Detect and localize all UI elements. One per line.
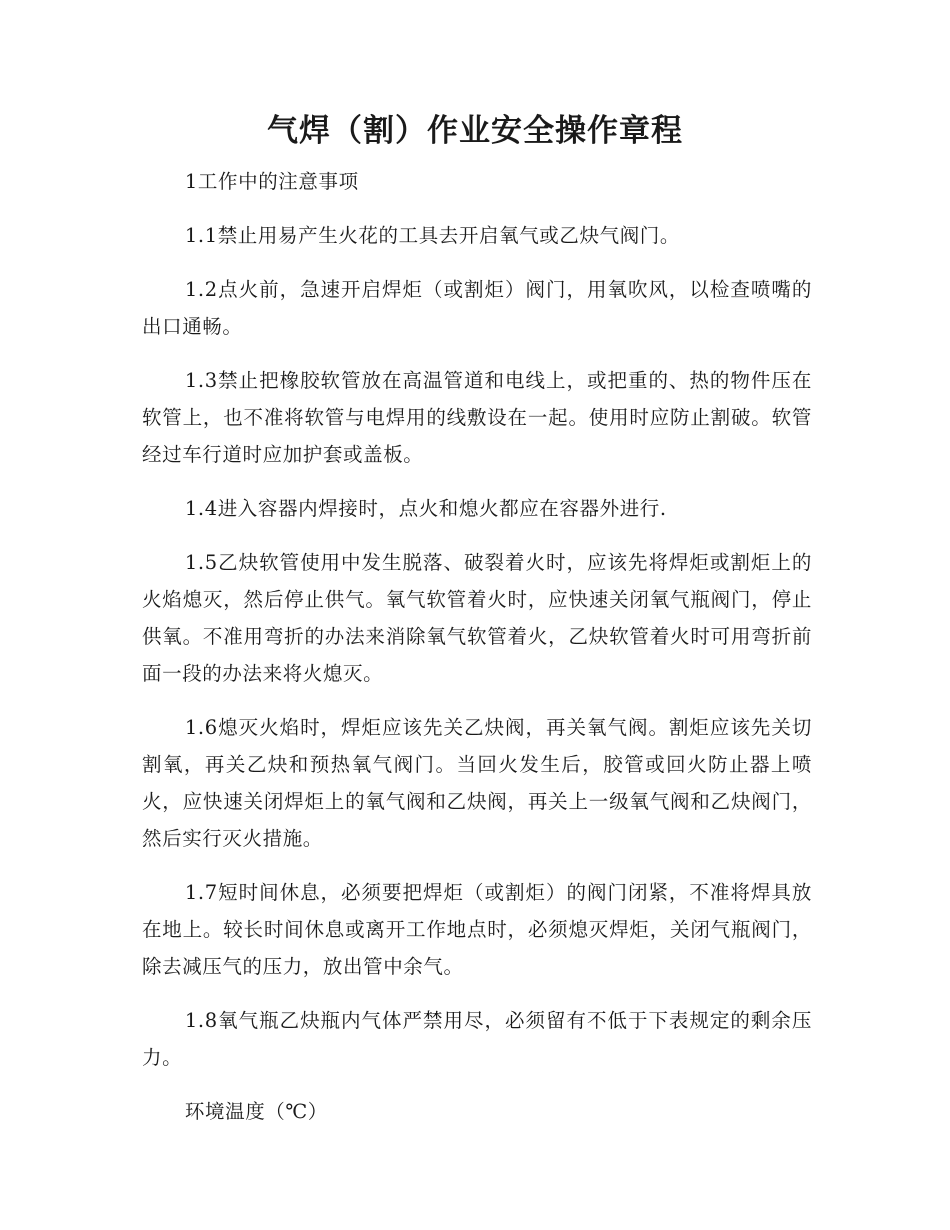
paragraph-1-8: 1.8氧气瓶乙炔瓶内气体严禁用尽，必须留有不低于下表规定的剩余压力。 [142, 1009, 812, 1069]
paragraph-1-7: 1.7短时间休息，必须要把焊炬（或割炬）的阀门闭紧，不准将焊具放在地上。较长时间休息或离开工作地点时，必须熄灭焊炬，关闭气瓶阀门，除去减压气的压力，放出管中余气。 [142, 881, 812, 978]
table-header-label: 环境温度（℃） [184, 1100, 328, 1123]
document-title: 气焊（割）作业安全操作章程 [267, 113, 683, 149]
paragraph-1-3: 1.3禁止把橡胶软管放在高温管道和电线上，或把重的、热的物件压在软管上，也不准将软管与电焊用的线敷设在一起。使用时应防止割破。软管经过车行道时应加护套或盖板。 [142, 369, 812, 466]
paragraph-1-2: 1.2点火前，急速开启焊炬（或割炬）阀门，用氧吹风，以检查喷嘴的出口通畅。 [142, 278, 812, 338]
section-heading: 1工作中的注意事项 [184, 170, 359, 193]
paragraph-1-5: 1.5乙炔软管使用中发生脱落、破裂着火时，应该先将焊炬或割炬上的火焰熄灭，然后停止供气。氧气软管着火时，应快速关闭氧气瓶阀门，停止供氧。不准用弯折的办法来消除氧气软管着火，乙炔软管着火时可用弯折前面一段的办法来将火熄灭。 [142, 551, 812, 685]
paragraph-1-6: 1.6熄灭火焰时，焊炬应该先关乙炔阀，再关氧气阀。割炬应该先关切割氧，再关乙炔和预热氧气阀门。当回火发生后，胶管或回火防止器上喷火，应快速关闭焊炬上的氧气阀和乙炔阀，再关上一级氧气阀和乙炔阀门，然后实行灭火措施。 [142, 716, 812, 850]
document-body [142, 163, 812, 1147]
paragraph-1-4: 1.4进入容器内焊接时，点火和熄火都应在容器外进行. [184, 497, 667, 520]
paragraph-1-1: 1.1禁止用易产生火花的工具去开启氧气或乙炔气阀门。 [184, 224, 681, 247]
